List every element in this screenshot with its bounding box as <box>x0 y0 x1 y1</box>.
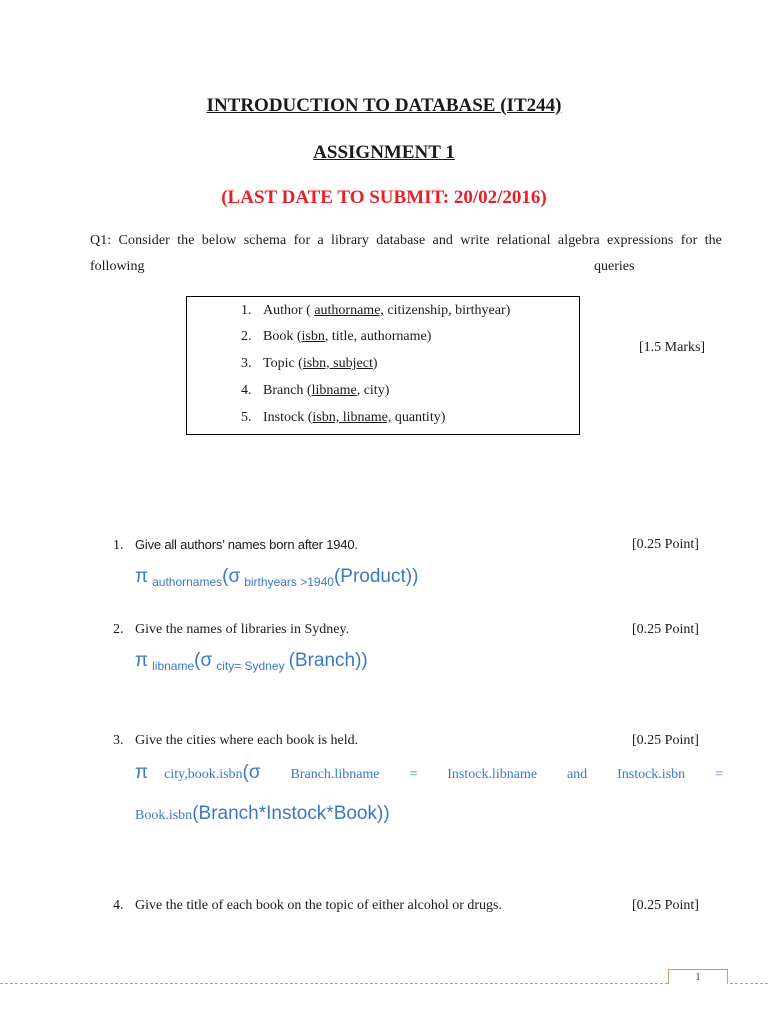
relation-expression: (Product)) <box>333 566 419 587</box>
schema-relation-name: Instock ( <box>263 410 313 425</box>
schema-attributes: , city) <box>356 383 390 398</box>
sigma-open: (σ <box>242 762 261 783</box>
question-text: Give the cities where each book is held. <box>135 733 359 748</box>
schema-attributes: ) <box>372 356 378 371</box>
schema-attributes: quantity) <box>394 410 446 425</box>
footer-divider <box>0 983 768 984</box>
schema-item-book <box>241 329 431 345</box>
schema-primary-key: isbn, subject <box>302 356 373 371</box>
relation-expression: (Branch)) <box>288 650 368 671</box>
schema-primary-key: isbn, libname, <box>312 410 392 425</box>
question-number: 2. <box>113 622 124 637</box>
question-number: 3. <box>113 733 124 748</box>
relation-expression: (Branch*Instock*Book)) <box>192 803 390 824</box>
question-4 <box>113 898 502 914</box>
sigma-open: (σ <box>194 650 213 671</box>
question-3 <box>113 733 358 749</box>
schema-attributes: , title, authorname) <box>324 329 432 344</box>
condition-term-instock-isbn: Instock.isbn <box>617 767 686 782</box>
pi-symbol: π <box>135 566 149 587</box>
schema-relation-name: Author ( <box>263 303 311 318</box>
q1-marks: [1.5 Marks] <box>639 340 706 355</box>
sigma-open: (σ <box>222 566 241 587</box>
schema-item-number: 5. <box>241 410 252 425</box>
pi-symbol: π <box>135 762 149 783</box>
answer-3-line1 <box>135 762 723 784</box>
selection-condition: city= Sydney <box>216 659 285 673</box>
question-text: Give the title of each book on the topic of either alcohol or drugs. <box>135 898 503 913</box>
question-2 <box>113 622 349 638</box>
answer-2 <box>135 650 368 672</box>
condition-term-book-isbn: Book.isbn <box>135 808 193 823</box>
pi-symbol: π <box>135 650 149 671</box>
answer-3-line2 <box>135 803 390 825</box>
q1-intro-line1: Q1: Consider the below schema for a library database and write relational algebra expressions for the <box>90 233 722 248</box>
question-2-points: [0.25 Point] <box>632 622 699 637</box>
schema-primary-key: isbn <box>301 329 325 344</box>
course-title: INTRODUCTION TO DATABASE (IT244) <box>206 95 562 116</box>
schema-relation-name: Topic ( <box>263 356 303 371</box>
equals-sign: = <box>715 767 723 782</box>
projection-attributes: city,book.isbn <box>164 767 243 782</box>
answer-1 <box>135 566 418 588</box>
projection-attributes: authornames <box>152 575 223 589</box>
assignment-title: ASSIGNMENT 1 <box>313 142 455 163</box>
schema-item-instock <box>241 410 445 426</box>
equals-sign: = <box>409 767 418 782</box>
question-3-points: [0.25 Point] <box>632 733 699 748</box>
schema-item-topic <box>241 356 378 372</box>
schema-item-author <box>241 303 510 319</box>
question-text: Give all authors’ names born after 1940. <box>135 537 358 552</box>
condition-term-branch-libname: Branch.libname <box>290 767 380 782</box>
schema-item-number: 1. <box>241 303 252 318</box>
projection-attributes: libname <box>152 659 195 673</box>
schema-item-number: 2. <box>241 329 252 344</box>
and-operator: and <box>566 767 588 782</box>
condition-term-instock-libname: Instock.libname <box>447 767 538 782</box>
q1-intro-word-following: following <box>90 259 145 274</box>
selection-condition: birthyears >1940 <box>244 575 334 589</box>
schema-item-number: 3. <box>241 356 252 371</box>
question-4-points: [0.25 Point] <box>632 898 699 913</box>
schema-attributes: citizenship, birthyear) <box>387 303 511 318</box>
submission-deadline: (LAST DATE TO SUBMIT: 20/02/2016) <box>221 187 547 208</box>
schema-item-number: 4. <box>241 383 252 398</box>
question-number: 4. <box>113 898 124 913</box>
question-1-points: [0.25 Point] <box>632 537 699 552</box>
schema-relation-name: Book ( <box>263 329 302 344</box>
schema-primary-key: libname <box>311 383 357 398</box>
question-text: Give the names of libraries in Sydney. <box>135 622 350 637</box>
question-number: 1. <box>113 538 124 553</box>
schema-primary-key: authorname, <box>314 303 384 318</box>
question-1 <box>113 537 358 554</box>
schema-box <box>186 296 580 435</box>
q1-intro-word-queries: queries <box>594 259 635 274</box>
schema-item-branch <box>241 383 389 399</box>
page-number: 1 <box>668 969 728 984</box>
schema-relation-name: Branch ( <box>263 383 312 398</box>
